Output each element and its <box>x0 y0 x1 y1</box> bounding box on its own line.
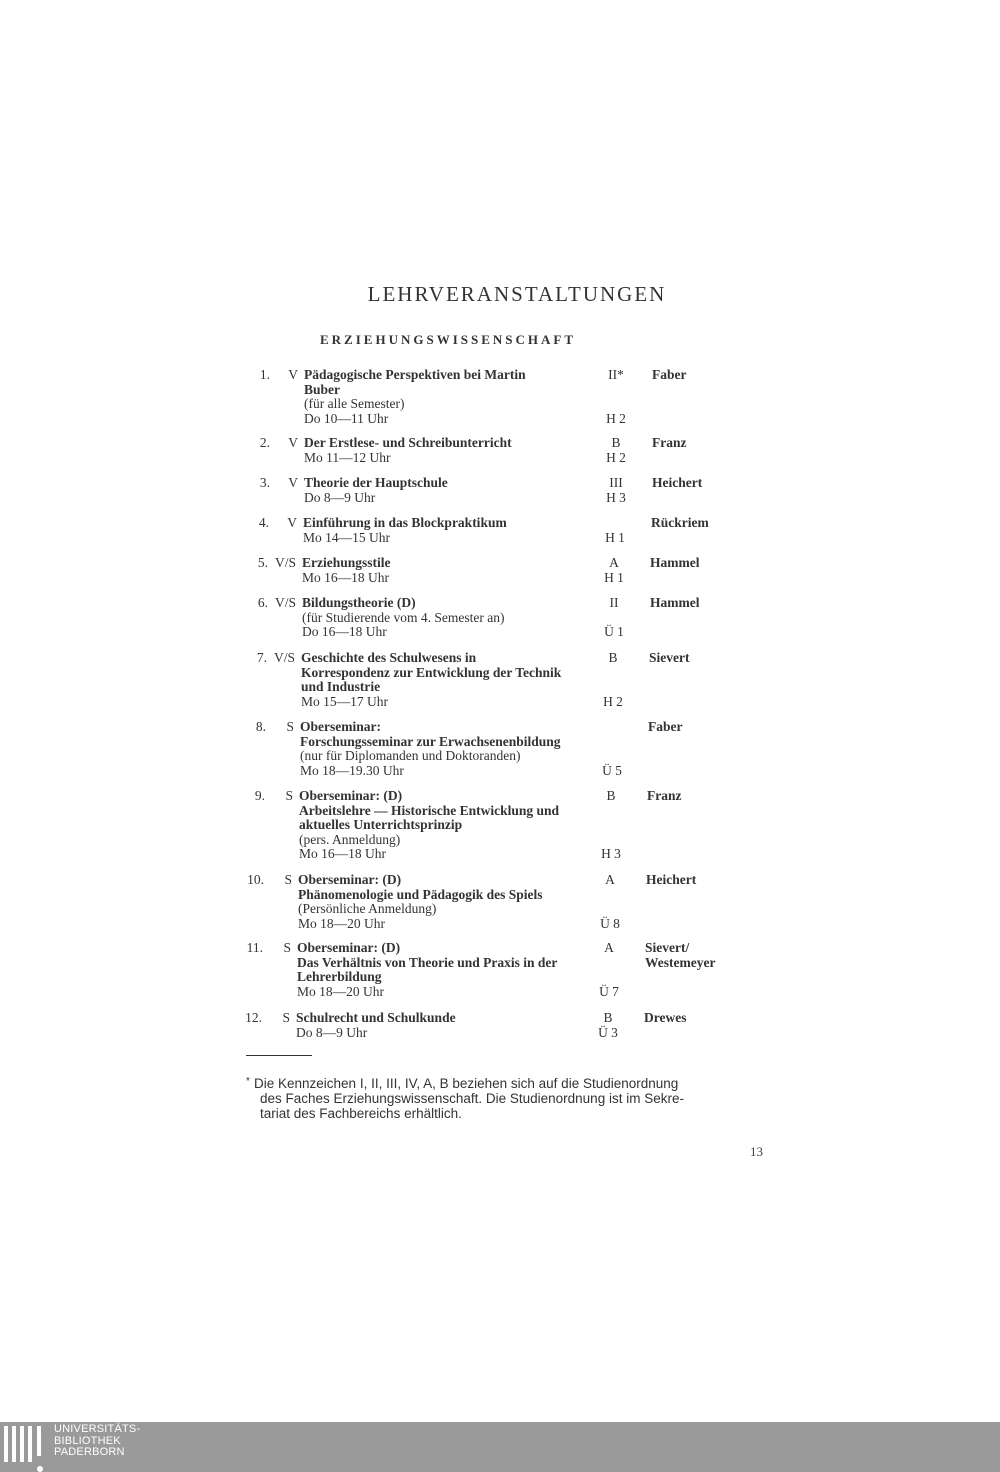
lecturer <box>652 476 762 491</box>
course-time: Do 8—9 Uhr <box>296 1024 368 1040</box>
course-number: 10. <box>247 872 264 887</box>
footnote <box>246 1076 776 1121</box>
lecturer-name: Heichert <box>646 872 697 887</box>
course-type: S <box>282 1010 290 1025</box>
course-number: 12. <box>245 1010 262 1025</box>
course-entry <box>243 941 763 999</box>
course-title-line: Korrespondenz zur Entwicklung der Technik <box>301 664 562 680</box>
course-title-line: Erziehungsstile <box>302 555 391 570</box>
lecturer-name: Faber <box>648 719 683 734</box>
course-entry <box>250 368 770 426</box>
course-time: Mo 15—17 Uhr <box>301 693 388 709</box>
course-time: Mo 18—20 Uhr <box>298 915 385 931</box>
course-details <box>298 873 623 931</box>
course-entry <box>246 720 766 778</box>
room: H 2 <box>603 693 623 709</box>
course-title-line: Das Verhältnis von Theorie und Praxis in der <box>297 954 558 970</box>
course-type: V <box>288 435 298 450</box>
page-title: LEHRVERANSTALTUNGEN <box>367 282 667 306</box>
lecturer <box>644 1011 754 1026</box>
course-details <box>304 436 629 465</box>
course-title-line: Buber <box>304 381 341 397</box>
course-title-line: und Industrie <box>301 679 381 695</box>
course-note: (nur für Diplomanden und Doktoranden) <box>300 748 521 764</box>
course-type: V <box>288 475 298 490</box>
lecturer-name: Sievert/ <box>645 940 690 955</box>
lecturer <box>650 596 760 611</box>
course-type: V/S <box>273 650 295 665</box>
lecturer-name: Hammel <box>650 595 700 610</box>
section-heading: ERZIEHUNGSWISSENSCHAFT <box>320 332 576 347</box>
course-type: V/S <box>274 595 296 610</box>
room: Ü 8 <box>600 915 620 931</box>
course-number: 6. <box>257 595 268 610</box>
lecturer-name: Rückriem <box>651 515 709 530</box>
course-number: 9. <box>254 788 265 803</box>
page-number: 13 <box>750 1144 763 1159</box>
course-title-line: Arbeitslehre — Historische Entwicklung und <box>299 802 560 818</box>
course-entry <box>248 596 768 640</box>
course-title-line: Oberseminar: (D) <box>299 788 403 803</box>
lecturer-name: Heichert <box>652 475 703 490</box>
room: Ü 5 <box>602 762 622 778</box>
study-code: A <box>604 940 614 955</box>
study-code: B <box>606 788 616 803</box>
lecturer <box>645 941 755 970</box>
room: H 1 <box>605 529 625 545</box>
lecturer <box>648 720 758 735</box>
course-time: Mo 18—19.30 Uhr <box>300 762 404 778</box>
course-title-line: Pädagogische Perspektiven bei Martin <box>304 367 526 382</box>
course-entry <box>245 789 765 862</box>
library-footer-bar <box>0 1422 1000 1472</box>
library-logo-line: PADERBORN <box>54 1446 125 1458</box>
course-number: 4. <box>258 515 269 530</box>
study-code: III <box>609 475 623 490</box>
course-entry <box>247 651 767 709</box>
course-entry <box>244 873 764 931</box>
study-code: B <box>603 1010 613 1025</box>
course-time: Mo 11—12 Uhr <box>304 449 391 465</box>
course-type: V/S <box>274 555 296 570</box>
course-entry <box>249 516 769 545</box>
lecturer <box>649 651 759 666</box>
course-title-line: Phänomenologie und Pädagogik des Spiels <box>298 886 543 902</box>
course-title-line: Der Erstlese- und Schreibunterricht <box>304 435 512 450</box>
course-time: Do 16—18 Uhr <box>302 624 387 640</box>
course-details <box>304 476 629 505</box>
footnote-line: tariat des Fachbereichs erhältlich. <box>260 1106 462 1121</box>
study-code: A <box>609 555 619 570</box>
study-code: II* <box>608 367 624 382</box>
course-time: Mo 14—15 Uhr <box>303 529 390 545</box>
course-type: S <box>285 788 293 803</box>
course-note: (für Studierende vom 4. Semester an) <box>302 609 505 625</box>
lecturer-name: Drewes <box>644 1010 687 1025</box>
course-title-line: Bildungstheorie (D) <box>302 595 416 610</box>
course-details <box>300 720 625 778</box>
lecturer-name: Faber <box>652 367 687 382</box>
course-entry <box>250 436 770 465</box>
room: Ü 7 <box>599 983 619 999</box>
lecturer-name: Sievert <box>649 650 690 665</box>
study-code: B <box>611 435 621 450</box>
course-number: 1. <box>259 367 270 382</box>
lecturer <box>650 556 760 571</box>
lecturer-name: Westemeyer <box>645 954 716 970</box>
footnote-divider <box>246 1055 312 1056</box>
course-time: Do 10—11 Uhr <box>304 410 389 426</box>
course-time: Mo 16—18 Uhr <box>299 846 386 862</box>
library-logo-line: UNIVERSITÄTS- <box>54 1423 141 1435</box>
course-entry <box>248 556 768 585</box>
lecturer <box>652 368 762 383</box>
course-title-line: Lehrerbildung <box>297 969 382 985</box>
course-note: (Persönliche Anmeldung) <box>298 901 437 917</box>
course-title-line: Geschichte des Schulwesens in <box>301 650 477 665</box>
course-number: 11. <box>246 940 263 955</box>
footnote-line: des Faches Erziehungswissenschaft. Die Studienordnung ist im Sekre- <box>260 1091 684 1106</box>
course-note: (pers. Anmeldung) <box>299 831 401 847</box>
course-title-line: Theorie der Hauptschule <box>304 475 448 490</box>
course-entry <box>242 1011 762 1040</box>
course-details <box>301 651 626 709</box>
study-code: A <box>605 872 615 887</box>
course-details <box>302 556 627 585</box>
footnote-line: Die Kennzeichen I, II, III, IV, A, B beziehen sich auf die Studienordnung <box>254 1076 679 1091</box>
lecturer-name: Hammel <box>650 555 700 570</box>
course-number: 8. <box>255 719 266 734</box>
course-title-line: Forschungsseminar zur Erwachsenenbildung <box>300 733 561 749</box>
room: H 2 <box>606 410 626 426</box>
lecturer <box>651 516 761 531</box>
lecturer <box>647 789 757 804</box>
study-code: II <box>609 595 619 610</box>
lecturer <box>646 873 756 888</box>
course-details <box>304 368 629 426</box>
course-details <box>303 516 628 545</box>
course-type: S <box>284 872 292 887</box>
course-type: V <box>287 515 297 530</box>
library-logo-text <box>54 1424 140 1459</box>
study-code: B <box>608 650 618 665</box>
room: Ü 3 <box>598 1024 618 1040</box>
course-title-line: aktuelles Unterrichtsprinzip <box>299 817 463 833</box>
course-time: Mo 18—20 Uhr <box>297 983 384 999</box>
course-note: (für alle Semester) <box>304 396 405 412</box>
room: Ü 1 <box>604 624 624 640</box>
course-number: 7. <box>256 650 267 665</box>
course-type: S <box>283 940 291 955</box>
course-title-line: Einführung in das Blockpraktikum <box>303 515 507 530</box>
lecturer-name: Franz <box>652 435 687 450</box>
course-details <box>297 941 622 999</box>
course-details <box>302 596 627 640</box>
footnote-marker: * <box>246 1076 250 1087</box>
library-logo-line: BIBLIOTHEK <box>54 1434 121 1447</box>
course-title-line: Oberseminar: <box>300 719 381 734</box>
course-number: 2. <box>259 435 270 450</box>
lecturer-name: Franz <box>647 788 682 803</box>
course-title-line: Oberseminar: (D) <box>298 872 402 887</box>
lecturer <box>652 436 762 451</box>
room: H 3 <box>606 489 626 505</box>
course-time: Do 8—9 Uhr <box>304 489 376 505</box>
course-details <box>296 1011 621 1040</box>
course-type: V <box>288 367 298 382</box>
course-details <box>299 789 624 862</box>
course-number: 5. <box>257 555 268 570</box>
course-time: Mo 16—18 Uhr <box>302 569 389 585</box>
course-title-line: Schulrecht und Schulkunde <box>296 1010 456 1025</box>
library-logo-icon <box>0 1426 50 1470</box>
course-type: S <box>286 719 294 734</box>
course-title-line: Oberseminar: (D) <box>297 940 401 955</box>
room: H 3 <box>601 846 621 862</box>
room: H 2 <box>606 449 626 465</box>
course-entry <box>250 476 770 505</box>
room: H 1 <box>604 569 624 585</box>
course-number: 3. <box>259 475 270 490</box>
